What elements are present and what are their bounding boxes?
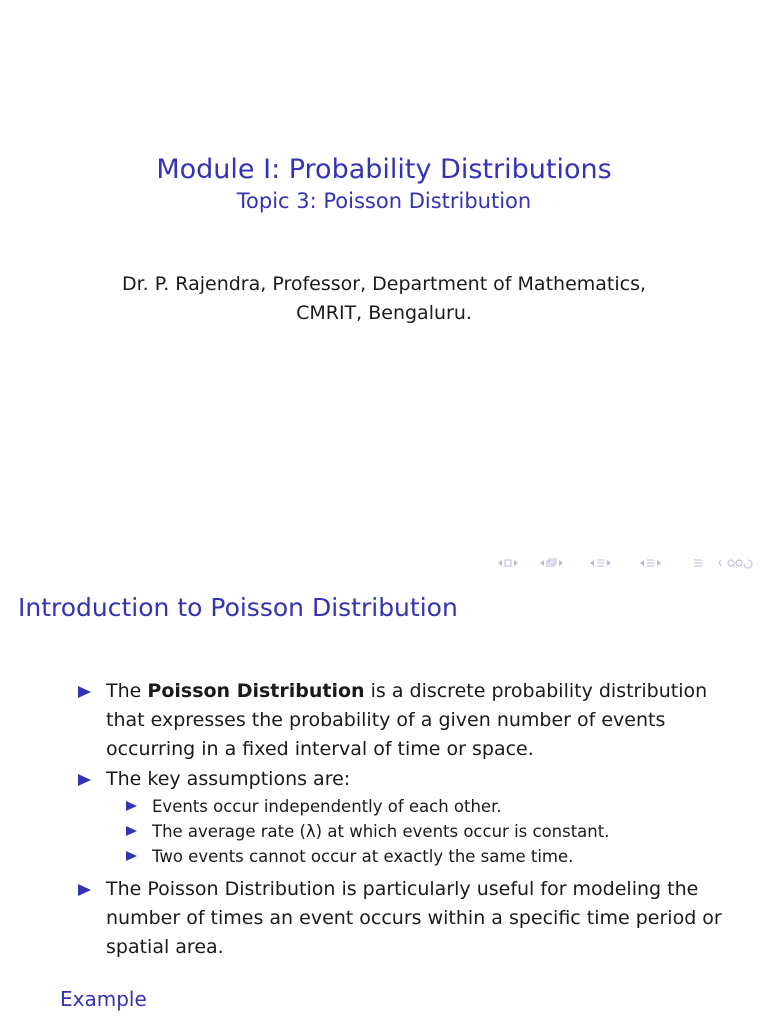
bullet-text: is a discrete probability distribution that expresses the probability of a given number of events occurring in a fixed interval of time or space. bbox=[106, 680, 708, 760]
intro-slide bbox=[0, 576, 768, 1024]
author-line: Dr. P. Rajendra, Professor, Department of Mathematics, bbox=[121, 273, 647, 295]
nav-search-icon[interactable] bbox=[720, 560, 753, 568]
sub-bullet-text: Events occur independently of each other. bbox=[152, 797, 502, 816]
bullet-triangle-icon bbox=[78, 686, 91, 698]
slide-subtitle: Topic 3: Poisson Distribution bbox=[236, 189, 532, 213]
nav-section-icon[interactable] bbox=[590, 560, 611, 566]
bullet-bold-term: Poisson Distribution bbox=[147, 680, 365, 702]
sub-bullet-list bbox=[106, 794, 726, 869]
bullet-item bbox=[76, 875, 726, 962]
sub-bullet-item bbox=[126, 819, 726, 844]
nav-frame-icon[interactable] bbox=[498, 560, 518, 566]
sub-bullet-triangle-icon bbox=[126, 826, 137, 836]
beamer-navigation-icons bbox=[496, 556, 758, 570]
sub-bullet-text: The average rate (λ) at which events occur is constant. bbox=[152, 822, 610, 841]
bullet-triangle-icon bbox=[78, 774, 91, 786]
example-block-title: Example bbox=[60, 987, 147, 1011]
slide-title: Module I: Probability Distributions bbox=[156, 154, 612, 185]
bullet-item bbox=[76, 765, 726, 869]
bullet-list bbox=[76, 677, 726, 963]
bullet-triangle-icon bbox=[78, 884, 91, 896]
sub-bullet-item bbox=[126, 844, 726, 869]
sub-bullet-triangle-icon bbox=[126, 851, 137, 861]
bullet-text: The key assumptions are: bbox=[106, 768, 351, 790]
author-block bbox=[0, 270, 768, 328]
author-affiliation: CMRIT, Bengaluru. bbox=[296, 302, 472, 324]
nav-subsection-icon[interactable] bbox=[540, 559, 563, 566]
sub-bullet-text: Two events cannot occur at exactly the same time. bbox=[152, 847, 574, 866]
bullet-text: The bbox=[106, 680, 148, 702]
nav-toc-icon[interactable] bbox=[694, 560, 702, 566]
nav-doc-icon[interactable] bbox=[640, 560, 661, 566]
sub-bullet-triangle-icon bbox=[126, 801, 137, 811]
bullet-text: The Poisson Distribution is particularly useful for modeling the number of times an event occurs within a specific time period or spatial area. bbox=[106, 878, 722, 958]
frame-title: Introduction to Poisson Distribution bbox=[18, 593, 458, 622]
sub-bullet-item bbox=[126, 794, 726, 819]
beamer-navigation-bar bbox=[496, 556, 758, 570]
bullet-item bbox=[76, 677, 726, 764]
